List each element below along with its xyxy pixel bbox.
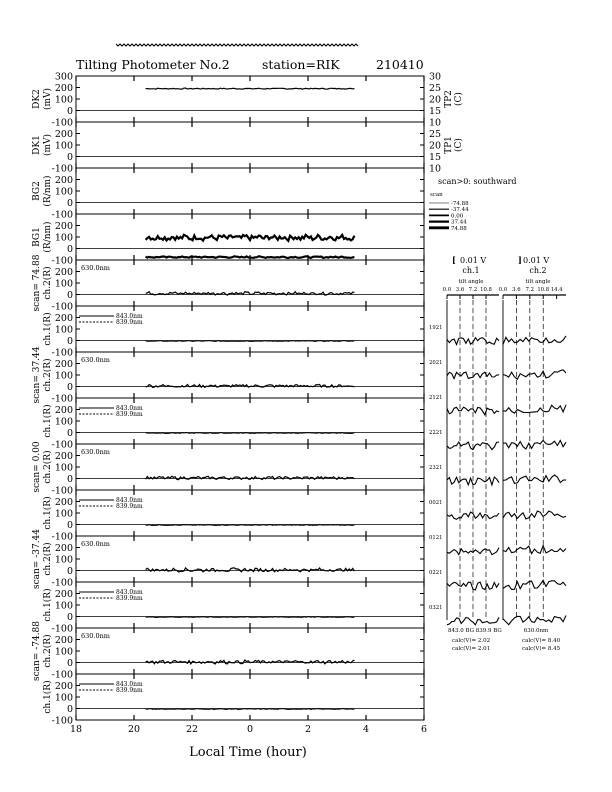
time-label: 1921 [429, 325, 443, 331]
panel-s1c2 [32, 254, 424, 312]
time-label: 2021 [429, 360, 443, 366]
panel-s3c2 [32, 441, 424, 496]
y-tick-label: 0 [66, 336, 73, 347]
wavelength-annotation: 630.0nm [81, 264, 110, 272]
y-tick-label: 100 [54, 416, 73, 428]
tilt-trace [503, 405, 566, 413]
scan-legend-label: -74.88 [451, 201, 469, 207]
legend-label: 839.9nm [116, 595, 143, 602]
series-line [146, 568, 355, 572]
y-tick-label: 100 [54, 554, 73, 566]
legend-label: 839.9nm [116, 687, 143, 694]
x-axis-label: Local Time (hour) [189, 745, 307, 760]
time-label: 0221 [429, 570, 443, 576]
ch2-subtitle: tilt angle [525, 279, 551, 285]
time-label: 2321 [429, 465, 443, 471]
panel-dk1 [32, 122, 464, 175]
y-tick-label: -100 [51, 163, 73, 175]
ch2-tick-label: 0.0 [498, 287, 508, 293]
y-tick-label: 100 [54, 278, 73, 290]
panel-frame [76, 536, 424, 582]
panel-s2c1 [42, 398, 424, 451]
y-unit-label: ch.2(R) [43, 450, 53, 484]
y-tick-label: 0 [66, 474, 73, 485]
y-unit-label: (mV) [43, 87, 53, 111]
x-tick-label: 20 [127, 724, 141, 735]
y-tick-label: 100 [54, 692, 73, 704]
y-tick-label: -100 [51, 623, 73, 635]
y-unit-label: ch.2(R) [43, 634, 53, 668]
ch2-tick-label: 3.6 [512, 287, 521, 293]
scan-legend [429, 177, 517, 232]
ch1-tick-label: 7.2 [468, 287, 478, 293]
legend-label: 843.0nm [116, 313, 143, 320]
y-tick-label: 100 [54, 140, 73, 152]
y-tick-label: -100 [51, 669, 73, 681]
ch1-tick-label: 10.8 [480, 287, 492, 293]
y-tick-label: -100 [51, 577, 73, 589]
panel-s2c2 [32, 346, 424, 404]
y-unit-label: ch.1(R) [43, 496, 53, 530]
y-tick-label: 100 [54, 94, 73, 106]
panel-s4c2 [32, 529, 424, 589]
panel-s5c2 [32, 621, 424, 681]
legend-label: 843.0nm [116, 497, 143, 504]
scan-legend-label: 74.88 [451, 225, 467, 232]
y-tick-label: 200 [54, 129, 73, 140]
y-tick-label: 0 [66, 106, 73, 117]
time-label: 0021 [429, 500, 443, 506]
y-label: scan= 74.88 [32, 254, 42, 312]
wavelength-annotation: 630.0nm [81, 540, 110, 548]
y-tick-label: -100 [51, 715, 73, 727]
y-tick-label: 100 [54, 324, 73, 336]
y-label: BG2 [32, 181, 42, 201]
y-tick-label: 200 [54, 589, 73, 600]
time-label: 0321 [429, 605, 443, 611]
ch1-scale: 0.01 V [460, 256, 487, 265]
ch2-scale: 0.01 V [523, 256, 550, 265]
y-tick-label: 100 [54, 600, 73, 612]
y-tick-label: -100 [51, 301, 73, 313]
y-label: scan= -74.88 [32, 620, 42, 682]
y-tick-label: 100 [54, 232, 73, 244]
y-tick-label: 200 [54, 221, 73, 232]
y-tick-label: 100 [54, 508, 73, 520]
tilt-trace [503, 475, 566, 484]
y-tick-label: 0 [66, 290, 73, 301]
x-tick-label: 22 [185, 724, 199, 735]
tilt-trace [503, 580, 566, 589]
right-tick-label: 15 [429, 106, 442, 117]
y-tick-label: 0 [66, 612, 73, 623]
x-tick-label: 6 [420, 724, 428, 735]
ch1-scale-bracket: [ [452, 255, 456, 265]
x-tick-label: 2 [304, 724, 312, 735]
panel-frame [76, 214, 424, 260]
right-axis-label: TP2 [444, 90, 454, 108]
right-tick-label: 20 [429, 94, 442, 106]
panel-frame [76, 122, 424, 168]
calc-ch2-b: calc(V)= 8.45 [522, 646, 561, 652]
panel-frame [76, 444, 424, 490]
y-label: scan= 0.00 [32, 441, 42, 493]
y-tick-label: -100 [51, 393, 73, 405]
top-wavy-line [116, 44, 358, 46]
right-tick-label: 30 [429, 71, 442, 83]
y-tick-label: 200 [54, 635, 73, 646]
y-tick-label: 0 [66, 198, 73, 209]
x-tick-label: 4 [362, 724, 370, 735]
series-line [146, 617, 355, 618]
ch1-subtitle: tilt angle [458, 279, 484, 285]
calc-ch1-a: calc(V)= 2.02 [452, 638, 491, 644]
wavelength-annotation: 630.0nm [81, 356, 110, 364]
y-label: BG1 [32, 227, 42, 247]
scan-legend-label: 37.44 [451, 219, 467, 226]
ch1-tick-label: 3.6 [455, 287, 465, 293]
y-tick-label: 100 [54, 186, 73, 198]
wavelength-annotation: 630.0nm [81, 448, 110, 456]
y-tick-label: 0 [66, 520, 73, 531]
wavelength-annotation: 630.0nm [81, 632, 110, 640]
y-tick-label: 0 [66, 428, 73, 439]
y-unit-label: (R/nm) [43, 221, 53, 253]
y-tick-label: 200 [54, 267, 73, 278]
right-axis-unit: (C) [454, 138, 464, 152]
y-unit-label: ch.2(R) [43, 358, 53, 392]
ch1-tick-label: 0.0 [442, 287, 452, 293]
y-label: DK2 [32, 89, 42, 109]
y-tick-label: 100 [54, 462, 73, 474]
y-tick-label: 200 [54, 405, 73, 416]
calc-ch1-b: calc(V)= 2.01 [452, 646, 491, 652]
tilt-trace [503, 546, 566, 554]
panel-s3c1 [42, 490, 424, 543]
right-axis-label: TP1 [444, 136, 454, 154]
right-tick-label: 10 [429, 117, 442, 129]
tilt-trace [503, 370, 566, 379]
y-unit-label: ch.2(R) [43, 542, 53, 576]
series-line [146, 525, 355, 526]
calc-ch2-a: calc(V)= 8.40 [522, 638, 561, 644]
y-tick-label: -100 [51, 531, 73, 543]
y-unit-label: ch.2(R) [43, 266, 53, 300]
tilt-angle-panel [429, 255, 566, 652]
y-tick-label: 200 [54, 83, 73, 94]
y-unit-label: ch.1(R) [43, 404, 53, 438]
ch2-bottom-label: 630.0nm [523, 628, 549, 634]
tilt-trace [503, 511, 566, 519]
series-line [146, 384, 355, 387]
tilt-trace [447, 617, 499, 624]
y-tick-label: -100 [51, 485, 73, 497]
ch1-bottom-labels: 843.0 BG 839.9 BG [448, 628, 502, 634]
y-tick-label: 200 [54, 313, 73, 324]
panel-frame [76, 628, 424, 674]
legend-label: 843.0nm [116, 589, 143, 596]
series-line [146, 88, 355, 89]
y-tick-label: 200 [54, 451, 73, 462]
right-axis-unit: (C) [454, 92, 464, 106]
station-label: station=RIK [262, 57, 340, 72]
legend-label: 843.0nm [116, 681, 143, 688]
y-tick-label: -100 [51, 255, 73, 267]
y-tick-label: 200 [54, 497, 73, 508]
series-line [146, 476, 355, 479]
y-tick-label: 100 [54, 646, 73, 658]
panel-s1c1 [42, 306, 424, 359]
y-unit-label: ch.1(R) [43, 680, 53, 714]
instrument-title: Tilting Photometer No.2 [76, 57, 230, 72]
legend-label: 839.9nm [116, 411, 143, 418]
y-unit-label: (R/nm) [43, 175, 53, 207]
tilt-trace [503, 336, 566, 345]
time-label: 0121 [429, 535, 443, 541]
date-label: 210410 [376, 57, 424, 72]
y-tick-label: 0 [66, 704, 73, 715]
panel-frame [76, 260, 424, 306]
tilt-trace [503, 440, 566, 449]
stacked-panels [32, 72, 464, 727]
y-tick-label: -100 [51, 209, 73, 221]
right-tick-label: 20 [429, 140, 442, 152]
panel-s5c1 [42, 674, 424, 727]
series-line [146, 660, 355, 664]
y-tick-label: -100 [51, 117, 73, 129]
series-line [146, 235, 355, 241]
ch2-tick-label: 7.2 [525, 287, 535, 293]
panel-frame [76, 76, 424, 122]
y-tick-label: 0 [66, 152, 73, 163]
right-tick-label: 25 [429, 129, 442, 140]
right-tick-label: 15 [429, 152, 442, 163]
ch2-scale-bracket: ] [518, 255, 522, 265]
ch2-name: ch.2 [529, 266, 547, 275]
panel-bg2 [32, 168, 424, 221]
time-label: 2121 [429, 395, 443, 401]
tilt-trace [503, 616, 566, 625]
panel-frame [76, 352, 424, 398]
time-label: 2221 [429, 430, 443, 436]
panel-frame [76, 168, 424, 214]
y-tick-label: 0 [66, 244, 73, 255]
scan-legend-label: 0.00 [451, 213, 464, 220]
ch1-name: ch.1 [462, 266, 480, 275]
series-line [146, 256, 355, 258]
y-tick-label: 0 [66, 382, 73, 393]
y-unit-label: ch.1(R) [43, 312, 53, 346]
x-axis [70, 724, 427, 735]
y-tick-label: 200 [54, 543, 73, 554]
panel-bg1 [32, 214, 424, 267]
y-label: DK1 [32, 135, 42, 155]
y-tick-label: 100 [54, 370, 73, 382]
legend-label: 839.9nm [116, 503, 143, 510]
y-unit-label: ch.1(R) [43, 588, 53, 622]
x-tick-label: 18 [69, 724, 83, 735]
y-label: scan= 37.44 [32, 346, 42, 404]
y-tick-label: -100 [51, 347, 73, 359]
y-tick-label: 200 [54, 175, 73, 186]
y-tick-label: 200 [54, 681, 73, 692]
y-tick-label: 200 [54, 359, 73, 370]
ch2-tick-label: 14.4 [550, 287, 563, 293]
scan-legend-title: scan>0: southward [438, 177, 517, 186]
scan-legend-header: scan [430, 192, 443, 198]
y-unit-label: (mV) [43, 133, 53, 157]
y-label: scan= -37.44 [32, 528, 42, 590]
panel-s4c1 [42, 582, 424, 635]
legend-label: 843.0nm [116, 405, 143, 412]
ch2-tick-label: 10.8 [537, 287, 550, 293]
y-tick-label: 0 [66, 566, 73, 577]
y-tick-label: 300 [54, 71, 73, 83]
legend-label: 839.9nm [116, 319, 143, 326]
y-tick-label: -100 [51, 439, 73, 451]
scan-legend-label: -37.44 [451, 207, 469, 214]
panel-dk2 [32, 72, 464, 129]
right-tick-label: 25 [429, 83, 442, 94]
x-tick-label: 0 [246, 724, 254, 735]
right-tick-label: 10 [429, 163, 442, 175]
y-tick-label: 0 [66, 658, 73, 669]
